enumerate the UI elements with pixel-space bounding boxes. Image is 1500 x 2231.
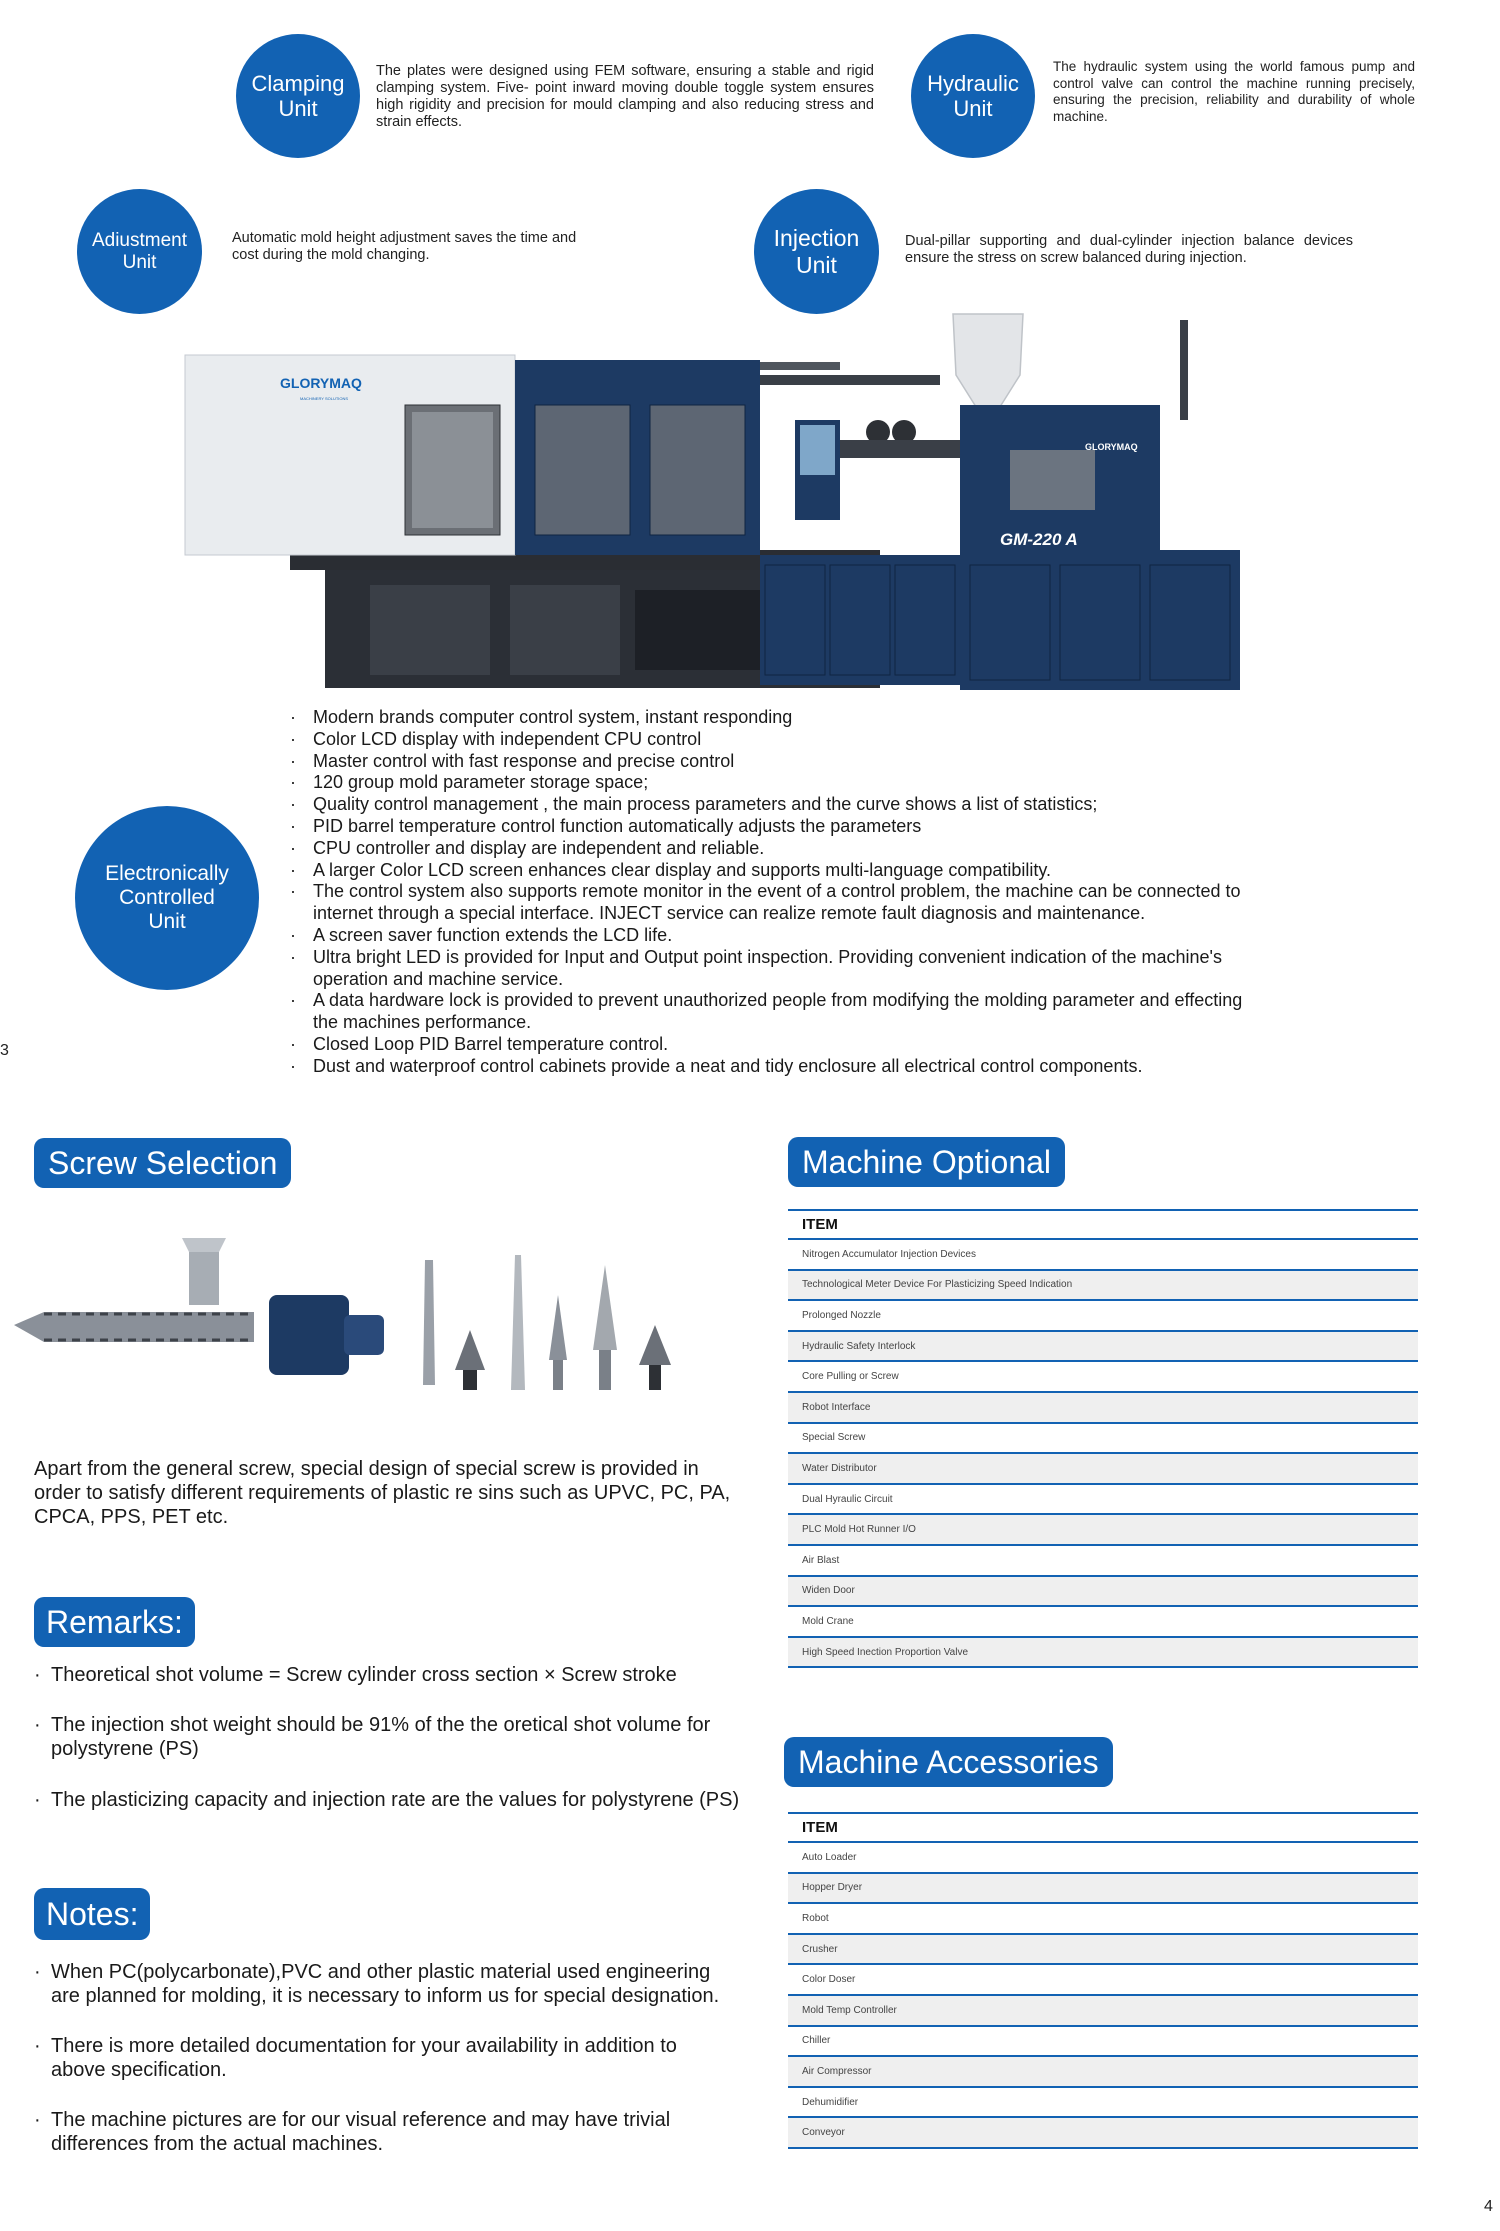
feature-item: · CPU controller and display are independent and reliable. — [290, 838, 1270, 860]
table-row: Core Pulling or Screw — [788, 1362, 1418, 1393]
page-number-left: 3 — [0, 1042, 9, 1059]
table-row: Special Screw — [788, 1424, 1418, 1455]
screw-selection-text: Apart from the general screw, special design of special screw is provided in order to satisfy different requirements of plastic re sins such as UPVC, PC, PA, CPCA, PPS, PET etc. — [34, 1458, 731, 1528]
remark-item: · The plasticizing capacity and injection rate are the values for polystyrene (PS) — [34, 1788, 744, 1812]
machine-brand-tagline: MACHINERY SOLUTIONS — [300, 396, 349, 401]
note-item: · When PC(polycarbonate),PVC and other plastic material used engineering are planned for molding, it is necessary to inform us for special designation. — [34, 1960, 744, 2008]
feature-item: · A screen saver function extends the LCD life. — [290, 925, 1270, 947]
table-row: Color Doser — [788, 1965, 1418, 1996]
feature-item: · A larger Color LCD screen enhances clear display and supports multi-language compatibility. — [290, 860, 1270, 882]
remarks-heading: Remarks: — [34, 1597, 195, 1647]
screw-assembly-image — [14, 1230, 394, 1390]
machine-optional-table — [788, 1209, 1418, 1668]
remark-item: · The injection shot weight should be 91% of the the oretical shot volume for polystyrene (PS) — [34, 1713, 734, 1761]
clamping-unit-badge: Clamping Unit — [236, 34, 360, 158]
note-item: · The machine pictures are for our visual reference and may have trivial differences from the actual machines. — [34, 2108, 734, 2156]
table-row: Crusher — [788, 1935, 1418, 1966]
hydraulic-unit-badge: Hydraulic Unit — [911, 34, 1035, 158]
table-header: ITEM — [788, 1209, 1418, 1240]
feature-item: · Dust and waterproof control cabinets provide a neat and tidy enclosure all electrical control components. — [290, 1056, 1270, 1078]
table-row: Auto Loader — [788, 1843, 1418, 1874]
screw-tips-image — [415, 1250, 685, 1395]
screw-selection-heading: Screw Selection — [34, 1138, 291, 1188]
table-row: Conveyor — [788, 2118, 1418, 2149]
table-header: ITEM — [788, 1812, 1418, 1843]
adjustment-unit-badge: Adiustment Unit — [77, 189, 202, 314]
machine-optional-heading: Machine Optional — [788, 1137, 1065, 1187]
electronically-controlled-unit-badge: Electronically Controlled Unit — [75, 806, 259, 990]
injection-unit-badge: Injection Unit — [754, 189, 879, 314]
clamping-unit-description: The plates were designed using FEM software, ensuring a stable and rigid clamping system. Five- point inward moving double toggle system ensures high rigidity and precision for mould clamping and also reducing stress and strain effects. — [376, 63, 874, 130]
injection-molding-machine-image — [180, 300, 1270, 695]
remark-text: Theoretical shot volume = Screw cylinder cross section × Screw stroke — [51, 1664, 677, 1686]
table-row: Widen Door — [788, 1577, 1418, 1608]
feature-item: · Modern brands computer control system, instant responding — [290, 707, 1270, 729]
table-row: Mold Crane — [788, 1607, 1418, 1638]
table-row: Dehumidifier — [788, 2088, 1418, 2119]
table-row: Air Compressor — [788, 2057, 1418, 2088]
note-text: There is more detailed documentation for your availability in addition to above specification. — [51, 2035, 677, 2081]
table-row: Water Distributor — [788, 1454, 1418, 1485]
injection-unit-description: Dual-pillar supporting and dual-cylinder injection balance devices ensure the stress on screw balanced during injection. — [905, 233, 1353, 266]
table-row: Hydraulic Safety Interlock — [788, 1332, 1418, 1363]
table-row: Hopper Dryer — [788, 1874, 1418, 1905]
table-row: Dual Hyraulic Circuit — [788, 1485, 1418, 1516]
notes-heading: Notes: — [34, 1888, 150, 1940]
feature-item: · Closed Loop PID Barrel temperature control. — [290, 1034, 1270, 1056]
table-row: Mold Temp Controller — [788, 1996, 1418, 2027]
electronic-features-list — [290, 707, 1270, 1078]
table-row: Technological Meter Device For Plasticizing Speed Indication — [788, 1271, 1418, 1302]
table-row: High Speed Inection Proportion Valve — [788, 1638, 1418, 1669]
hydraulic-unit-description: The hydraulic system using the world famous pump and control valve can control the machine running precisely, ensuring the precision, reliability and durability of whole machine. — [1053, 59, 1415, 124]
note-text: When PC(polycarbonate),PVC and other plastic material used engineering are planned for molding, it is necessary to inform us for special designation. — [51, 1961, 720, 2007]
note-item: · There is more detailed documentation for your availability in addition to above specification. — [34, 2034, 734, 2082]
feature-item: · Ultra bright LED is provided for Input and Output point inspection. Providing convenient indication of the machine's operation and machine service. — [290, 947, 1270, 991]
feature-item: · Color LCD display with independent CPU control — [290, 729, 1270, 751]
remark-text: The injection shot weight should be 91% of the the oretical shot volume for polystyrene (PS) — [51, 1714, 711, 1760]
table-row: Prolonged Nozzle — [788, 1301, 1418, 1332]
machine-model-label: GM-220 A — [1000, 530, 1078, 549]
note-text: The machine pictures are for our visual reference and may have trivial differences from the actual machines. — [51, 2109, 671, 2155]
table-row: Nitrogen Accumulator Injection Devices — [788, 1240, 1418, 1271]
feature-item: · Master control with fast response and precise control — [290, 751, 1270, 773]
machine-accessories-table — [788, 1812, 1418, 2149]
table-row: Air Blast — [788, 1546, 1418, 1577]
machine-brand-logo: GLORYMAQ — [280, 375, 362, 391]
feature-item: · Quality control management , the main process parameters and the curve shows a list of statistics; — [290, 794, 1270, 816]
table-row: Robot — [788, 1904, 1418, 1935]
remark-item: · Theoretical shot volume = Screw cylinder cross section × Screw stroke — [34, 1663, 764, 1687]
feature-item: · A data hardware lock is provided to prevent unauthorized people from modifying the molding parameter and effecting the machines performance. — [290, 990, 1270, 1034]
remark-text: The plasticizing capacity and injection rate are the values for polystyrene (PS) — [51, 1789, 740, 1811]
feature-item: · PID barrel temperature control function automatically adjusts the parameters — [290, 816, 1270, 838]
table-row: Chiller — [788, 2027, 1418, 2058]
feature-item: · The control system also supports remote monitor in the event of a control problem, the machine can be connected to internet through a special interface. INJECT service can realize remote fault diagnosis and maintenance. — [290, 881, 1270, 925]
feature-item: · 120 group mold parameter storage space; — [290, 772, 1270, 794]
table-row: Robot Interface — [788, 1393, 1418, 1424]
adjustment-unit-description: Automatic mold height adjustment saves the time and cost during the mold changing. — [232, 230, 577, 263]
page-number-right: 4 — [1484, 2198, 1493, 2215]
machine-accessories-heading: Machine Accessories — [784, 1737, 1113, 1787]
machine-brand-small: GLORYMAQ — [1085, 442, 1138, 452]
table-row: PLC Mold Hot Runner I/O — [788, 1515, 1418, 1546]
